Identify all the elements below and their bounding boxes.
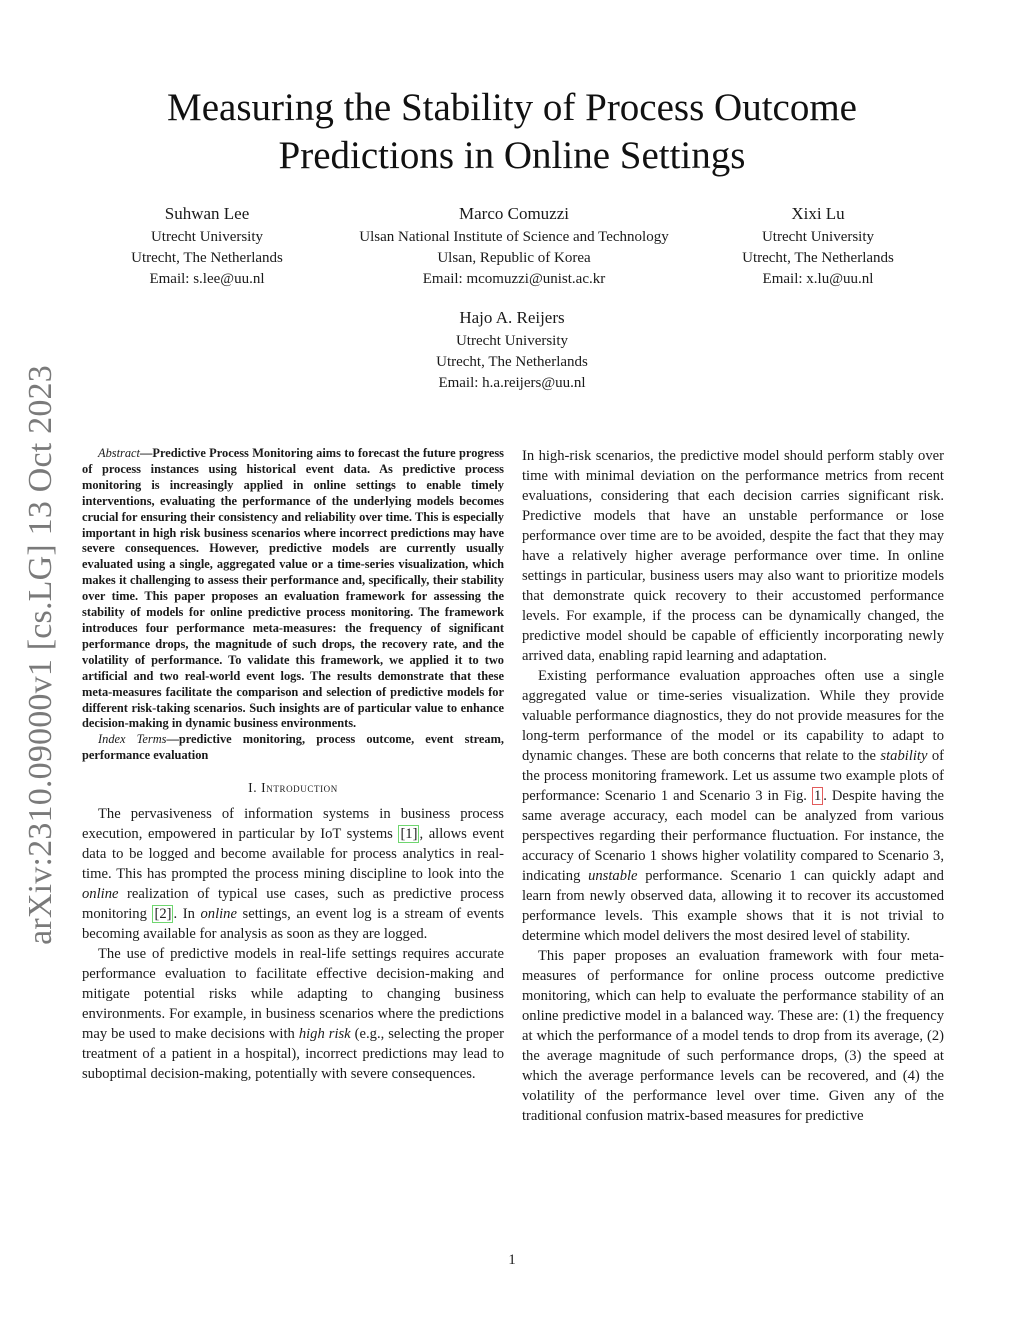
section-heading-introduction: I. Introduction [248,780,338,796]
emphasis: online [82,886,119,903]
author-affiliation: Utrecht University [455,333,569,349]
text-run: settings, an event log is a stream of events becoming available for analysis as soon as they are logged. [82,906,505,943]
abstract-text: —Predictive Process Monitoring aims to forecast the future progress of process instances using historical event data. As predictive process monitoring is increasingly applied in online settings to enable timely interventions, evaluating the performance of the underlying models becomes crucial for ensuring their consistency and reliability over time. This is especially important in high risk business scenarios where incorrect predictions may have severe consequences. However, predictive models are currently usually evaluated using a single, aggregated value or a time-series visualization, which makes it challenging to assess their performance and, specifically, their stability over time. This paper proposes an evaluation framework for assessing the stability of models for online predictive process monitoring. The framework introduces four performance meta-measures: the frequency of significant performance drops, the magnitude of such drops, the recovery rate, and the volatility of performance. To validate this framework, we applied it to two artificial and two real-world event logs. The results demonstrate that these meta-measures facilitate the comparison and selection of predictive models for different risk-taking scenarios. Such insights are of particular value to enhance decision-making in dynamic business environments. [82,446,504,731]
intro-paragraph-1 [82,804,504,944]
author-location: Utrecht, The Netherlands [742,250,894,266]
left-column [82,446,504,1084]
author-location: Utrecht, The Netherlands [436,354,588,370]
citation-link-1[interactable]: [1] [400,826,418,843]
author-name: Suhwan Lee [164,204,250,223]
page-number: 1 [508,1252,516,1268]
text-run: (e.g., selecting the proper treatment of a patient in a hospital), incorrect predictions may lead to suboptimal decision-making, potentially with severe consequences. [82,1026,505,1083]
right-paragraph-1: In high-risk scenarios, the predictive model should perform stably over time with minimal deviation on the performance metrics from recent evaluations, considering that each decision carries significant risk. Predictive models that have an unstable performance or lose performance over time are to be avoided, despite the fact that they may have a relatively higher average performance over time. In online settings in particular, business users may also want to prioritize models that demonstrate quick recovery to their accustomed performance levels. For example, if the process can be dynamically changed, the predictive model should be capable of efficiently incorporating newly arrived data, enabling rapid learning and adaptation. [522,448,944,664]
author-name: Xixi Lu [791,204,845,223]
author-affiliation: Utrecht University [150,229,264,245]
author-email: Email: h.a.reijers@uu.nl [438,375,586,391]
title-line-2: Predictions in Online Settings [278,134,746,177]
right-paragraph-2 [522,666,944,946]
author-affiliation: Ulsan National Institute of Science and Technology [359,229,669,245]
arxiv-identifier: arXiv:2310.09000v1 [cs.LG] 13 Oct 2023 [22,365,59,945]
citation-link-2[interactable]: [2] [154,906,172,923]
index-terms-label: Index Terms [98,732,167,747]
index-terms [82,732,504,764]
text-run: . Despite having the same average accuracy, each model can be analyzed from various perspectives regarding their performance fluctuation. For instance, the accuracy of Scenario 1 shows higher volatility compared to Scenario 3, indicating [522,788,944,884]
author-email: Email: x.lu@uu.nl [762,271,874,287]
text-run: performance. Scenario 1 can quickly adapt and learn from newly observed data, allowing it to recover its accustomed performance levels. This example shows that it is not trivial to determine which model delivers the most desired level of stability. [522,868,944,944]
author-block-2 [332,202,696,290]
intro-paragraph-2 [82,944,504,1084]
author-location: Utrecht, The Netherlands [131,250,283,266]
index-terms-text: —predictive monitoring, process outcome, event stream, performance evaluation [82,732,504,763]
text-run: realization of typical use cases, such as predictive process monitoring [82,886,504,923]
right-paragraph-3: This paper proposes an evaluation framework with four meta-measures of performance for online process outcome predictive monitoring, which can help to evaluate the performance stability of an online predictive model in a balanced way. These are: (1) the frequency at which the performance of a model tends to drop from its average, (2) the average magnitude of such performance drops, (3) the speed at which the average performance levels can be recovered, and (4) the volatility of the performance level over time. Given any of the traditional confusion matrix-based measures for predictive [522,948,944,1124]
abstract [82,446,504,732]
author-block-1 [117,202,297,290]
text-run: , allows event data to be logged and become available for process analytics in real-time. This has prompted the process mining discipline to look into the [82,826,504,883]
author-name: Marco Comuzzi [459,204,569,223]
author-name: Hajo A. Reijers [459,308,565,327]
emphasis: unstable [588,868,638,884]
text-run: . In [173,906,201,923]
text-run: Existing performance evaluation approaches often use a single aggregated value or time-series visualization. While they provide valuable performance diagnostics, they do not provide measures for the long-term performance of the model or its capability to adapt to dynamic changes. These are both concerns that relate to the [522,668,944,764]
figure-link-1[interactable]: 1 [813,788,822,804]
author-block-3 [726,202,910,290]
title-line-1: Measuring the Stability of Process Outcome [167,86,857,129]
author-affiliation: Utrecht University [761,229,875,245]
paper-title [100,84,924,180]
author-location: Ulsan, Republic of Korea [437,250,591,266]
text-run: The use of predictive models in real-life settings requires accurate performance evaluation to facilitate effective decision-making and mitigate potential risks while adapting to changing business environments. For example, in business scenarios where the predictions may be used to make decisions with [82,946,504,1043]
author-email: Email: s.lee@uu.nl [149,271,265,287]
emphasis: stability [880,748,928,764]
text-run: The pervasiveness of information systems in business process execution, empowered in particular by IoT systems [82,806,504,843]
emphasis: online [200,906,237,923]
right-column [522,446,944,1126]
abstract-label: Abstract [98,446,140,460]
arxiv-side-stamp [18,365,64,945]
text-run: of the process monitoring framework. Let us assume two example plots of performance: Scenario 1 and Scenario 3 in Fig. [522,748,944,804]
emphasis: high risk [298,1026,351,1043]
author-block-4 [412,306,612,394]
author-email: Email: mcomuzzi@unist.ac.kr [422,271,606,287]
